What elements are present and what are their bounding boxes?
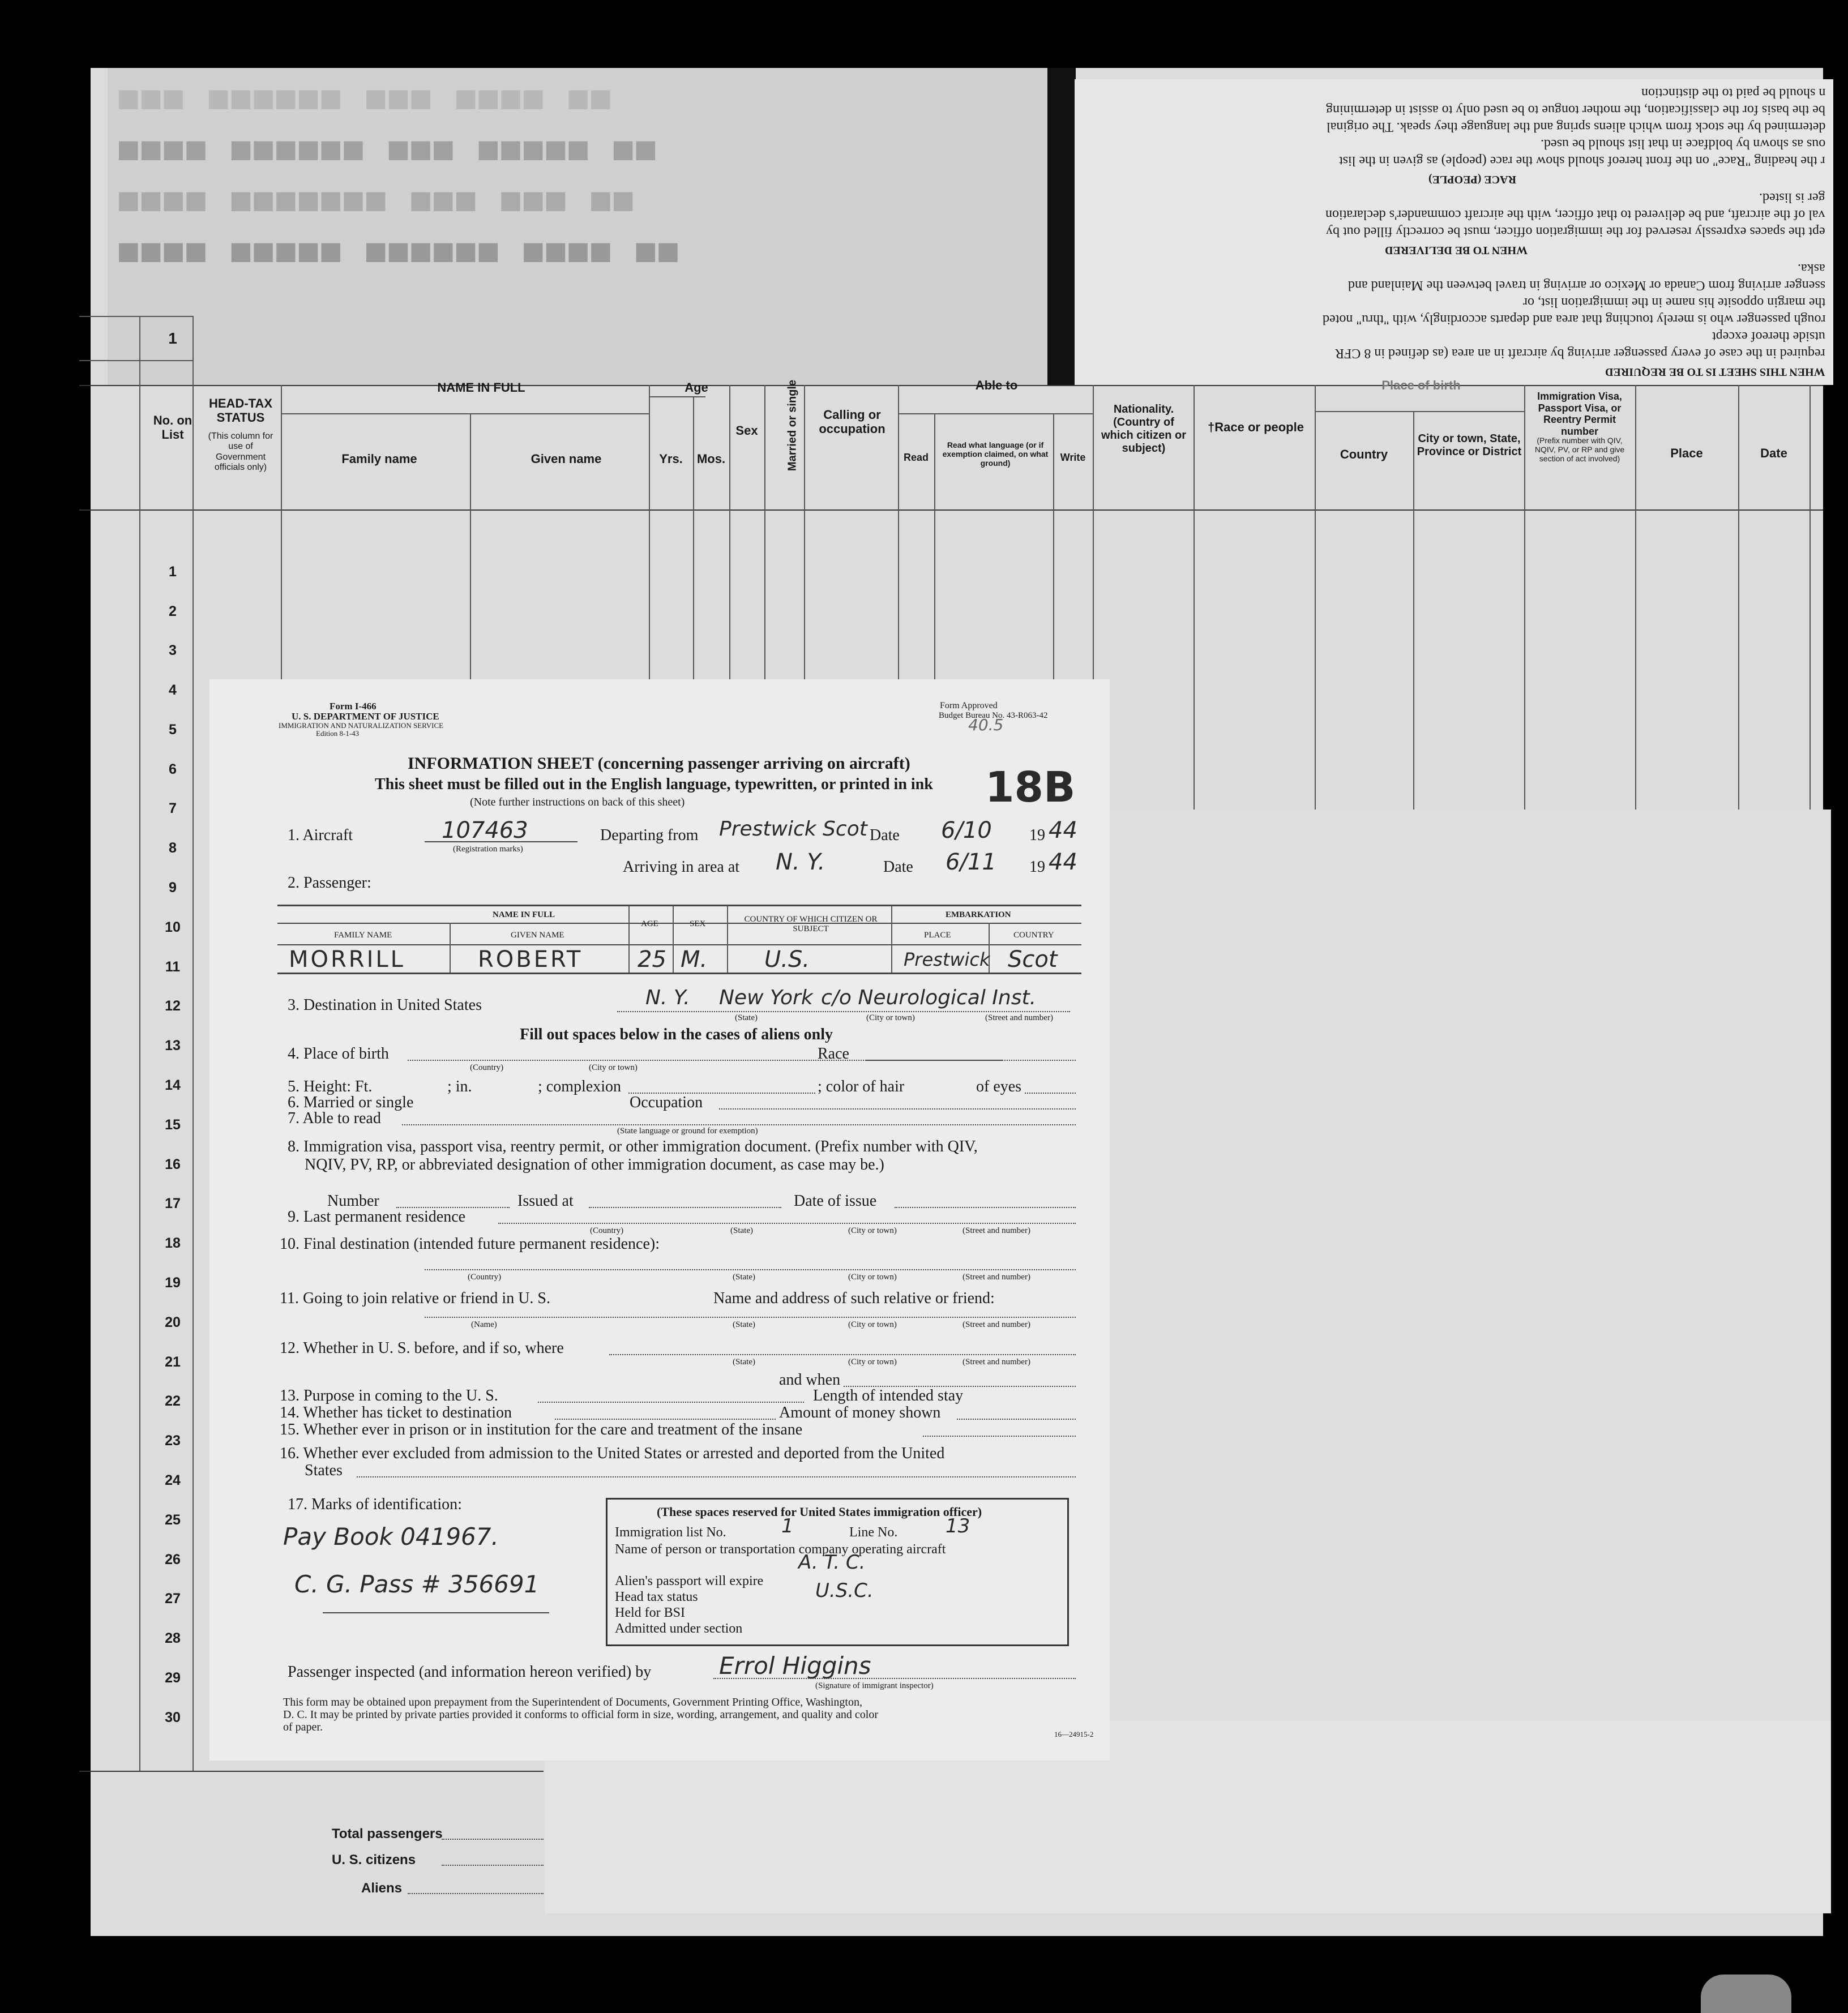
footer-line-3: of paper.: [283, 1721, 323, 1733]
arriving-label: Arriving in area at: [623, 858, 740, 876]
passenger-age: 25: [638, 946, 666, 973]
rule: [442, 1865, 544, 1866]
q8-issued: Issued at: [517, 1192, 574, 1210]
ptable-family: FAMILY NAME: [334, 931, 392, 940]
passenger-emb-place: Prestwick: [904, 949, 990, 970]
city-note: (City or town): [848, 1273, 897, 1282]
line-number: 4: [169, 682, 177, 698]
line-number: 16: [165, 1157, 181, 1172]
q15-label: 15. Whether ever in prison or in institution for the care and treatment of the insane: [280, 1421, 803, 1438]
rule: [895, 1207, 1076, 1208]
rule: [357, 1476, 1076, 1477]
passenger-given: ROBERT: [478, 946, 583, 973]
stamp-blot: [1701, 1975, 1791, 2013]
depart-date-label: Date: [870, 826, 900, 844]
line-number: 15: [165, 1117, 181, 1133]
passenger-sex: M.: [681, 946, 708, 973]
rule: [804, 385, 805, 679]
header-place-of-birth: Place of birth: [1381, 378, 1461, 392]
officer-headtax-value: U.S.C.: [815, 1579, 874, 1602]
depart-year-prefix: 19: [1029, 826, 1045, 844]
name-note: (Name): [471, 1320, 497, 1329]
passenger-citizen: U.S.: [764, 946, 810, 973]
instruction-line: aska.: [1798, 261, 1825, 276]
line-number: 29: [165, 1670, 181, 1686]
rule: [957, 1419, 1076, 1420]
rule: [764, 385, 765, 679]
print-code: 16—24915-2: [1054, 1730, 1094, 1738]
rule: [1413, 411, 1414, 815]
q8-number: Number: [327, 1192, 379, 1210]
rule: [79, 1771, 544, 1772]
line-number: 21: [165, 1354, 181, 1370]
header-visa-note: (Prefix number with QIV, NQIV, PV, or RP and give section of act involved): [1534, 436, 1625, 464]
country-note: (Country): [468, 1273, 502, 1282]
rule: [1810, 385, 1811, 815]
passenger-emb-country: Scot: [1008, 946, 1058, 973]
instruction-line: rough passenger who is merely touching that area and departs accordingly, with "thru" noted: [1322, 312, 1825, 327]
marks-line-2: C. G. Pass # 356691: [294, 1570, 540, 1598]
page-number: 1: [168, 329, 177, 347]
rule: [898, 385, 899, 679]
rule: [1025, 1093, 1076, 1094]
instruction-line: r the heading "Race" on the front hereof should show the race (people) as given in the list: [1339, 153, 1825, 168]
instruction-line: WHEN TO BE DELIVERED: [1384, 244, 1528, 256]
q5-in: ; in.: [447, 1078, 472, 1095]
line-number: 26: [165, 1552, 181, 1567]
instruction-line: n should be paid to the distinction: [1641, 85, 1825, 100]
rule: [649, 396, 705, 397]
officer-bsi-label: Held for BSI: [615, 1605, 685, 1620]
state-note: (State): [735, 1013, 758, 1022]
instruction-line: ger is listed.: [1759, 190, 1825, 205]
line-number: 14: [165, 1077, 181, 1093]
street-note: (Street and number): [962, 1273, 1030, 1282]
rule: [425, 1317, 1076, 1318]
ghost-text: ■■■■ ■■■■■ ■■■■■■ ■■■■ ■■: [119, 232, 681, 269]
q6-occupation: Occupation: [630, 1094, 703, 1111]
budget-number: Budget Bureau No. 43-R063-42: [939, 711, 1048, 720]
rule: [277, 973, 1081, 974]
rule: [498, 1223, 1076, 1224]
instruction-line: determined by the stock from which aliens spring and the language they speak. The original: [1326, 119, 1825, 134]
officer-passport-label: Alien's passport will expire: [615, 1574, 764, 1588]
q5-eyes: of eyes: [976, 1078, 1022, 1095]
q16-label-cont: States: [305, 1462, 343, 1479]
q5-hair: ; color of hair: [818, 1078, 905, 1095]
rule: [281, 385, 282, 679]
rule: [323, 1612, 549, 1613]
header-sex: Sex: [735, 423, 758, 438]
header-family-name: Family name: [341, 452, 417, 466]
line-number: 6: [169, 761, 177, 777]
rule: [617, 1011, 1070, 1012]
line-number: 13: [165, 1038, 181, 1053]
line-number: 5: [169, 722, 177, 738]
ptable-place: PLACE: [924, 931, 951, 940]
q4-race: Race: [818, 1045, 849, 1063]
line-number: 27: [165, 1591, 181, 1607]
rule: [1524, 385, 1525, 815]
q9-label: 9. Last permanent residence: [288, 1208, 466, 1226]
rule: [442, 1839, 544, 1840]
q11-name-address: Name and address of such relative or friend:: [713, 1290, 995, 1307]
line-number: 1: [169, 564, 177, 580]
q8-date: Date of issue: [794, 1192, 877, 1210]
rule: [538, 1402, 804, 1403]
ptable-given: GIVEN NAME: [511, 931, 564, 940]
q17-label: 17. Marks of identification:: [288, 1496, 462, 1513]
street-note: (Street and number): [962, 1320, 1030, 1329]
city-note: (City or town): [848, 1226, 897, 1235]
ptable-age: AGE: [641, 919, 658, 928]
q13-label: 13. Purpose in coming to the U. S.: [280, 1387, 498, 1404]
q12-when: and when: [779, 1371, 841, 1389]
state-note: (State): [733, 1320, 755, 1329]
fold-shadow: [1047, 68, 1076, 385]
us-citizens-label: U. S. citizens: [332, 1852, 416, 1868]
instruction-line: WHEN THIS SHEET IS TO BE REQUIRED: [1605, 366, 1825, 378]
sheet-mark: 18B: [985, 763, 1076, 812]
registration-note: (Registration marks): [453, 845, 523, 854]
sheet-subtitle: This sheet must be filled out in the English language, typewritten, or printed in ink: [375, 776, 933, 793]
officer-admitted-label: Admitted under section: [615, 1621, 743, 1636]
city-note: (City or town): [866, 1013, 915, 1022]
rule: [866, 1060, 1076, 1061]
ptable-embarkation: EMBARKATION: [946, 910, 1011, 919]
destination-city: New York: [719, 986, 813, 1009]
instruction-line: be the basis for the classification, the mother tongue to be used only to assist in determining: [1326, 102, 1825, 117]
line-number: 24: [165, 1472, 181, 1488]
rule: [891, 906, 892, 973]
q5-complexion: ; complexion: [538, 1078, 621, 1095]
destination-state: N. Y.: [645, 986, 690, 1009]
departing-label: Departing from: [600, 826, 699, 844]
passenger-family: MORRILL: [289, 946, 405, 973]
rule: [649, 385, 650, 679]
q8-label: 8. Immigration visa, passport visa, reentry permit, or other immigration document. (Prefix number with QIV,: [288, 1138, 978, 1155]
header-city: City or town, State, Province or District: [1417, 432, 1522, 458]
rule: [139, 316, 140, 1771]
ghost-strip: [108, 68, 1059, 385]
state-note: (State): [730, 1226, 753, 1235]
rule: [727, 906, 728, 973]
line-number: 18: [165, 1235, 181, 1251]
header-mos: Mos.: [696, 452, 726, 466]
q7-label: 7. Able to read: [288, 1110, 381, 1127]
header-yrs: Yrs.: [659, 452, 683, 466]
line-number: 22: [165, 1393, 181, 1409]
instruction-line: ous as shown by boldface in that list should be used.: [1540, 136, 1825, 151]
header-place: Place: [1670, 446, 1703, 460]
header-country: Country: [1340, 447, 1388, 461]
header-head-tax-note: (This column for use of Government officials only): [208, 431, 273, 473]
header-race: †Race or people: [1208, 420, 1304, 434]
header-given-name: Given name: [531, 452, 602, 466]
header-calling: Calling or occupation: [819, 408, 886, 436]
header-age: Age: [685, 380, 708, 395]
form-number: Form I-466: [330, 701, 377, 712]
q14-label: 14. Whether has ticket to destination: [280, 1404, 512, 1421]
rule: [923, 1436, 1076, 1437]
line-number: 9: [169, 880, 177, 896]
rule: [79, 360, 192, 361]
arriving-value: N. Y.: [776, 849, 825, 875]
destination-label: 3. Destination in United States: [288, 996, 482, 1014]
header-visa: Immigration Visa, Passport Visa, or Reentry Permit number: [1537, 391, 1622, 438]
header-read: Read: [903, 452, 929, 463]
street-note: (Street and number): [985, 1013, 1053, 1022]
country-note: (Country): [590, 1226, 624, 1235]
instruction-line: required in the case of every passenger arriving by aircraft in an area (as defined in 8 CFR: [1335, 346, 1825, 361]
ghost-text: ■■■■ ■■■■■■■ ■■■ ■■■ ■■: [119, 181, 636, 218]
information-sheet: [209, 679, 1110, 1761]
q4-label: 4. Place of birth: [288, 1045, 389, 1063]
rule: [277, 905, 1081, 906]
rule: [589, 1207, 781, 1208]
rule: [277, 923, 1081, 924]
footer-line-2: D. C. It may be printed by private parties provided it conforms to official form in size, wording, arrangement, and quality and color: [283, 1708, 879, 1721]
line-number: 30: [165, 1710, 181, 1725]
rule: [425, 841, 578, 842]
officer-operator-label: Name of person or transportation company operating aircraft: [615, 1542, 946, 1557]
q12-label: 12. Whether in U. S. before, and if so, where: [280, 1339, 564, 1357]
header-read-what: Read what language (or if exemption claimed, on what ground): [942, 440, 1049, 468]
instruction-line: ssenger arriving from Canada or Mexico or arriving in travel between the Mainland and: [1348, 278, 1825, 293]
officer-line-label: Line No.: [849, 1525, 898, 1540]
signature-note: (Signature of immigrant inspector): [815, 1681, 934, 1690]
line-number: 11: [165, 959, 181, 975]
instruction-line: RACE (PEOPLE): [1428, 173, 1516, 186]
rule: [408, 1893, 544, 1894]
officer-headtax-label: Head tax status: [615, 1590, 698, 1604]
rule: [470, 413, 471, 679]
header-no-on-list: No. on List: [153, 413, 192, 442]
state-note: (State): [733, 1357, 755, 1367]
form-approved: Form Approved: [940, 701, 998, 710]
edition: Edition 8-1-43: [316, 729, 360, 738]
depart-year-value: 44: [1049, 817, 1077, 843]
instruction-line: utside thereof except: [1712, 329, 1825, 344]
city-note: (City or town): [848, 1357, 897, 1367]
depart-date-value: 6/10: [941, 817, 992, 843]
sheet-note: (Note further instructions on back of this sheet): [470, 796, 685, 808]
rule: [673, 906, 674, 973]
q6-label: 6. Married or single: [288, 1094, 414, 1111]
ghost-text: ■■■■ ■■■■■■ ■■■ ■■■■■ ■■: [119, 130, 659, 167]
state-note: (State): [733, 1273, 755, 1282]
aircraft-label: 1. Aircraft: [288, 826, 353, 844]
rule: [450, 923, 451, 973]
arrive-date-value: 6/11: [946, 849, 996, 875]
rule: [277, 944, 1081, 945]
marks-line-1: Pay Book 041967.: [283, 1523, 499, 1551]
q14-money: Amount of money shown: [779, 1404, 941, 1421]
passenger-label: 2. Passenger:: [288, 874, 371, 892]
rule: [425, 1269, 1076, 1270]
line-number: 20: [165, 1314, 181, 1330]
rule: [281, 413, 649, 414]
rule: [628, 906, 630, 973]
aircraft-value: 107463: [442, 817, 528, 843]
rule: [609, 1354, 1076, 1355]
rule: [934, 413, 935, 679]
instruction-line: val of the aircraft, and be delivered to that officer, with the aircraft commander's declaration: [1325, 207, 1825, 222]
q11-label: 11. Going to join relative or friend in U. S.: [280, 1290, 550, 1307]
pasted-blank-right: [1110, 810, 1831, 1874]
q8-label-cont: NQIV, PV, RP, or abbreviated designation of other immigration document, as case may be.): [305, 1156, 884, 1173]
line-number: 3: [169, 643, 177, 658]
line-number: 28: [165, 1630, 181, 1646]
street-note: (Street and number): [962, 1226, 1030, 1235]
service: IMMIGRATION AND NATURALIZATION SERVICE: [279, 721, 444, 730]
officer-line-value: 13: [946, 1515, 970, 1537]
total-passengers-label: Total passengers: [332, 1826, 443, 1841]
city-note: (City or town): [589, 1063, 638, 1072]
instructions-panel: [1075, 79, 1833, 385]
rule: [1315, 411, 1524, 412]
destination-street: c/o Neurological Inst.: [821, 986, 1037, 1009]
footer-line-1: This form may be obtained upon prepayment from the Superintendent of Documents, Government Printing Office, Washington,: [283, 1696, 862, 1708]
rule: [898, 413, 1093, 414]
ptable-sex: SEX: [690, 919, 706, 928]
aliens-label: Aliens: [361, 1881, 403, 1896]
line-number: 12: [165, 998, 181, 1014]
rule: [1194, 385, 1195, 815]
sheet-title: INFORMATION SHEET (concerning passenger arriving on aircraft): [408, 754, 910, 773]
rule: [79, 509, 1823, 511]
header-date: Date: [1760, 446, 1787, 460]
line-number: 2: [169, 603, 177, 619]
line-number: 10: [165, 919, 181, 935]
arrive-date-label: Date: [883, 858, 913, 876]
line-number: 25: [165, 1512, 181, 1528]
inspected-label: Passenger inspected (and information hereon verified) by: [288, 1663, 652, 1681]
header-able-to: Able to: [975, 378, 1018, 392]
line-number: 19: [165, 1275, 181, 1291]
q5-label: 5. Height: Ft.: [288, 1078, 373, 1095]
officer-list-value: 1: [781, 1515, 794, 1537]
rule: [555, 1419, 776, 1420]
header-write: Write: [1060, 452, 1086, 463]
line-number: 23: [165, 1433, 181, 1449]
city-note: (City or town): [848, 1320, 897, 1329]
line-number: 8: [169, 840, 177, 856]
ptable-name-in-full: NAME IN FULL: [493, 910, 555, 919]
rule: [79, 316, 192, 317]
arrive-year-prefix: 19: [1029, 858, 1045, 876]
inspector-signature: Errol Higgins: [719, 1652, 871, 1680]
rule: [402, 1124, 1076, 1125]
rule: [719, 1108, 1076, 1110]
q16-label: 16. Whether ever excluded from admission to the United States or arrested and deported from the United: [280, 1445, 945, 1462]
q7-note: (State language or ground for exemption): [617, 1127, 758, 1136]
stamp-number: 40.5: [968, 716, 1004, 734]
rule: [192, 316, 194, 1771]
header-nationality: Nationality. (Country of which citizen or subject): [1101, 403, 1187, 455]
officer-list-label: Immigration list No.: [615, 1525, 726, 1540]
ptable-country: COUNTRY: [1013, 931, 1054, 940]
rule: [693, 396, 694, 679]
ptable-country-citizen: COUNTRY OF WHICH CITIZEN OR SUBJECT: [744, 915, 878, 933]
header-name-in-full: NAME IN FULL: [437, 380, 525, 395]
departing-value: Prestwick Scot: [719, 817, 867, 841]
header-married: Married or single: [786, 379, 799, 472]
department: U. S. DEPARTMENT OF JUSTICE: [292, 711, 439, 722]
country-note: (Country): [470, 1063, 504, 1072]
ghost-text: ■■■ ■■■■■■ ■■■ ■■■■ ■■: [119, 79, 614, 116]
line-number: 17: [165, 1196, 181, 1211]
aliens-only-heading: Fill out spaces below in the cases of aliens only: [520, 1026, 833, 1043]
street-note: (Street and number): [962, 1357, 1030, 1367]
arrive-year-value: 44: [1049, 849, 1077, 875]
officer-box-title: (These spaces reserved for United States immigration officer): [657, 1505, 982, 1519]
line-number: 7: [169, 800, 177, 816]
q13-stay: Length of intended stay: [813, 1387, 964, 1404]
officer-operator-value: A. T. C.: [798, 1551, 866, 1574]
header-head-tax: HEAD-TAX STATUS: [208, 396, 273, 425]
instruction-line: ept the spaces expressly reserved for the immigration officer, must be correctly filled out by: [1326, 224, 1825, 239]
rule: [713, 1678, 1076, 1679]
q10-label: 10. Final destination (intended future permanent residence):: [280, 1235, 660, 1253]
instruction-line: the margin opposite his name in the immigration list, or: [1522, 295, 1825, 310]
